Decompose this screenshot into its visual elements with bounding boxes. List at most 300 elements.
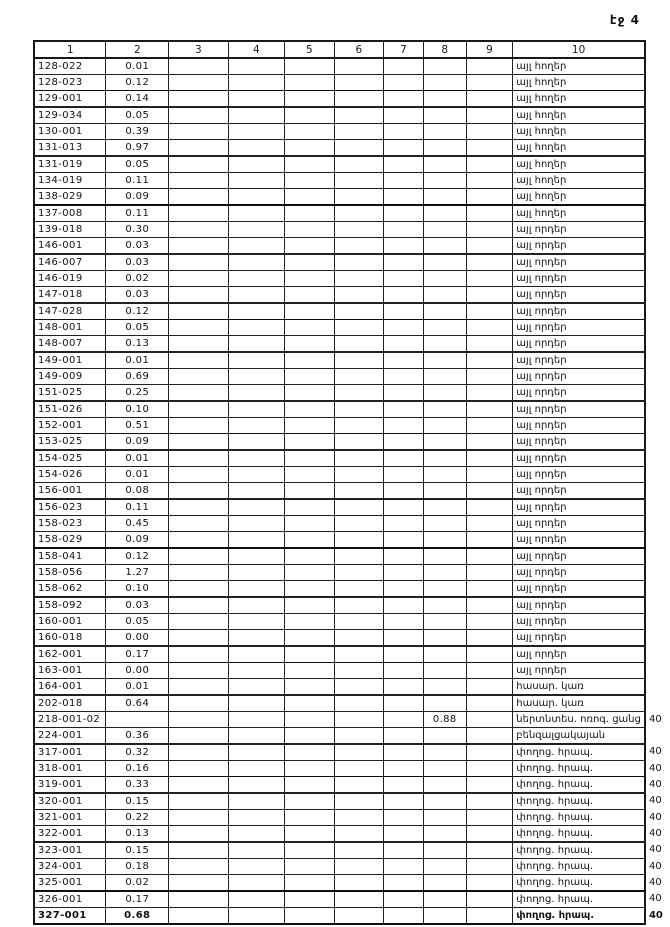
land-use-label-cell: փողոց. հրապ. (513, 842, 645, 859)
table-row (34, 842, 669, 859)
table-row (34, 418, 669, 434)
margin-mark (645, 565, 669, 581)
value-cell-col-7 (384, 728, 424, 745)
table-row (34, 793, 669, 810)
table-row (34, 646, 669, 663)
value-cell-col-5 (285, 826, 335, 843)
value-cell-col-6 (334, 712, 384, 728)
margin-mark (645, 679, 669, 696)
value-cell-col-4 (228, 581, 284, 598)
value-cell-col-9 (466, 434, 513, 451)
value-cell-col-3 (169, 450, 228, 467)
value-cell-col-5 (285, 385, 335, 402)
value-cell-col-3 (169, 91, 228, 108)
value-cell-col-6 (334, 842, 384, 859)
margin-mark (645, 222, 669, 238)
value-cell-col-5 (285, 614, 335, 630)
value-cell-col-5 (285, 58, 335, 75)
land-use-label-cell: այլ որդեր (513, 630, 645, 647)
margin-mark (645, 140, 669, 157)
value-cell-col-7 (384, 385, 424, 402)
value-cell-col-8 (423, 369, 466, 385)
value-cell-col-9 (466, 124, 513, 140)
value-cell-col-5 (285, 695, 335, 712)
value-cell-col-6 (334, 483, 384, 500)
value-cell-col-4 (228, 401, 284, 418)
margin-mark: 40 (645, 810, 669, 826)
parcel-code-cell: 149-009 (34, 369, 106, 385)
value-cell-col-4 (228, 287, 284, 304)
value-cell-col-7 (384, 548, 424, 565)
value-cell-col-9 (466, 614, 513, 630)
value-cell-col-5 (285, 663, 335, 679)
land-use-label-cell: այլ որդեր (513, 483, 645, 500)
table-row (34, 679, 669, 696)
value-cell-col-7 (384, 434, 424, 451)
value-cell-col-9 (466, 499, 513, 516)
parcel-code-cell: 151-026 (34, 401, 106, 418)
margin-mark (645, 499, 669, 516)
value-cell-col-6 (334, 646, 384, 663)
table-row (34, 75, 669, 91)
table-row (34, 810, 669, 826)
margin-mark (645, 303, 669, 320)
value-cell-col-7 (384, 124, 424, 140)
value-cell-col-2: 0.01 (106, 467, 169, 483)
table-row (34, 287, 669, 304)
value-cell-col-5 (285, 320, 335, 336)
land-use-label-cell: այլ որդեր (513, 663, 645, 679)
value-cell-col-7 (384, 630, 424, 647)
value-cell-col-7 (384, 499, 424, 516)
value-cell-col-7 (384, 565, 424, 581)
margin-mark (645, 450, 669, 467)
land-use-label-cell: այլ որդեր (513, 418, 645, 434)
value-cell-col-9 (466, 793, 513, 810)
land-use-label-cell: այլ որդեր (513, 352, 645, 369)
parcel-code-cell: 131-013 (34, 140, 106, 157)
parcel-code-cell: 158-056 (34, 565, 106, 581)
margin-mark (645, 189, 669, 206)
parcel-code-cell: 147-028 (34, 303, 106, 320)
value-cell-col-9 (466, 761, 513, 777)
value-cell-col-5 (285, 499, 335, 516)
value-cell-col-4 (228, 107, 284, 124)
value-cell-col-2: 0.03 (106, 287, 169, 304)
parcel-code-cell: 146-001 (34, 238, 106, 255)
value-cell-col-3 (169, 499, 228, 516)
value-cell-col-5 (285, 189, 335, 206)
value-cell-col-4 (228, 140, 284, 157)
value-cell-col-4 (228, 303, 284, 320)
margin-mark (645, 369, 669, 385)
table-row (34, 695, 669, 712)
value-cell-col-5 (285, 369, 335, 385)
value-cell-col-8 (423, 434, 466, 451)
parcel-code-cell: 317-001 (34, 744, 106, 761)
table-row (34, 483, 669, 500)
header-margin-spacer (645, 41, 669, 58)
value-cell-col-4 (228, 320, 284, 336)
value-cell-col-9 (466, 891, 513, 908)
value-cell-col-3 (169, 548, 228, 565)
margin-mark (645, 695, 669, 712)
value-cell-col-3 (169, 140, 228, 157)
value-cell-col-5 (285, 646, 335, 663)
table-row (34, 908, 669, 925)
value-cell-col-3 (169, 630, 228, 647)
value-cell-col-5 (285, 728, 335, 745)
value-cell-col-3 (169, 58, 228, 75)
value-cell-col-6 (334, 891, 384, 908)
value-cell-col-5 (285, 744, 335, 761)
value-cell-col-8 (423, 91, 466, 108)
table-row (34, 499, 669, 516)
value-cell-col-6 (334, 532, 384, 549)
value-cell-col-4 (228, 499, 284, 516)
parcel-code-cell: 164-001 (34, 679, 106, 696)
land-use-label-cell: փողոց. հրապ. (513, 744, 645, 761)
parcel-code-cell: 146-007 (34, 254, 106, 271)
land-use-label-cell: այլ հողեր (513, 189, 645, 206)
land-use-label-cell: այլ որդեր (513, 467, 645, 483)
value-cell-col-7 (384, 75, 424, 91)
value-cell-col-2: 0.18 (106, 859, 169, 875)
value-cell-col-2: 0.14 (106, 91, 169, 108)
value-cell-col-8 (423, 75, 466, 91)
value-cell-col-4 (228, 450, 284, 467)
parcel-code-cell: 325-001 (34, 875, 106, 892)
value-cell-col-2: 0.08 (106, 483, 169, 500)
land-use-label-cell: ներտնտես. ոռոգ. ցանց (513, 712, 645, 728)
value-cell-col-9 (466, 483, 513, 500)
value-cell-col-4 (228, 744, 284, 761)
table-row (34, 891, 669, 908)
value-cell-col-6 (334, 287, 384, 304)
value-cell-col-3 (169, 859, 228, 875)
parcel-code-cell: 156-001 (34, 483, 106, 500)
value-cell-col-6 (334, 777, 384, 794)
value-cell-col-7 (384, 254, 424, 271)
land-use-label-cell: այլ որդեր (513, 254, 645, 271)
value-cell-col-9 (466, 532, 513, 549)
value-cell-col-6 (334, 124, 384, 140)
value-cell-col-2: 0.16 (106, 761, 169, 777)
value-cell-col-9 (466, 826, 513, 843)
parcel-code-cell: 327-001 (34, 908, 106, 925)
value-cell-col-4 (228, 859, 284, 875)
value-cell-col-8 (423, 597, 466, 614)
value-cell-col-8 (423, 842, 466, 859)
parcel-code-cell: 326-001 (34, 891, 106, 908)
value-cell-col-4 (228, 630, 284, 647)
value-cell-col-4 (228, 891, 284, 908)
value-cell-col-6 (334, 548, 384, 565)
value-cell-col-8 (423, 483, 466, 500)
value-cell-col-3 (169, 483, 228, 500)
table-row (34, 434, 669, 451)
value-cell-col-4 (228, 205, 284, 222)
value-cell-col-9 (466, 303, 513, 320)
header-row (34, 41, 669, 58)
table-row (34, 728, 669, 745)
value-cell-col-8 (423, 908, 466, 925)
margin-mark (645, 614, 669, 630)
value-cell-col-6 (334, 320, 384, 336)
value-cell-col-3 (169, 107, 228, 124)
margin-mark: 40 (645, 793, 669, 810)
value-cell-col-2: 0.17 (106, 891, 169, 908)
value-cell-col-8 (423, 744, 466, 761)
value-cell-col-7 (384, 271, 424, 287)
land-use-label-cell: այլ որդեր (513, 434, 645, 451)
value-cell-col-2: 0.09 (106, 434, 169, 451)
column-header-6: 6 (334, 41, 384, 58)
value-cell-col-5 (285, 140, 335, 157)
value-cell-col-3 (169, 254, 228, 271)
value-cell-col-2: 0.33 (106, 777, 169, 794)
margin-mark: 40 (645, 842, 669, 859)
value-cell-col-3 (169, 75, 228, 91)
value-cell-col-6 (334, 859, 384, 875)
parcel-code-cell: 202-018 (34, 695, 106, 712)
land-use-label-cell: այլ որդեր (513, 401, 645, 418)
value-cell-col-5 (285, 532, 335, 549)
value-cell-col-8 (423, 859, 466, 875)
value-cell-col-9 (466, 565, 513, 581)
parcel-code-cell: 130-001 (34, 124, 106, 140)
land-use-label-cell: այլ հողեր (513, 173, 645, 189)
margin-mark (645, 352, 669, 369)
value-cell-col-5 (285, 287, 335, 304)
value-cell-col-4 (228, 58, 284, 75)
table-row (34, 140, 669, 157)
value-cell-col-2: 0.69 (106, 369, 169, 385)
value-cell-col-2: 0.11 (106, 173, 169, 189)
value-cell-col-9 (466, 842, 513, 859)
value-cell-col-5 (285, 303, 335, 320)
value-cell-col-3 (169, 581, 228, 598)
value-cell-col-8: 0.88 (423, 712, 466, 728)
value-cell-col-4 (228, 75, 284, 91)
table-row (34, 336, 669, 353)
value-cell-col-5 (285, 352, 335, 369)
value-cell-col-6 (334, 434, 384, 451)
value-cell-col-4 (228, 695, 284, 712)
value-cell-col-3 (169, 695, 228, 712)
value-cell-col-7 (384, 842, 424, 859)
land-use-label-cell: փողոց. հրապ. (513, 777, 645, 794)
table-row (34, 663, 669, 679)
value-cell-col-7 (384, 581, 424, 598)
value-cell-col-5 (285, 516, 335, 532)
value-cell-col-2: 1.27 (106, 565, 169, 581)
value-cell-col-2: 0.13 (106, 826, 169, 843)
land-use-label-cell: այլ որդեր (513, 614, 645, 630)
value-cell-col-9 (466, 320, 513, 336)
column-header-8: 8 (423, 41, 466, 58)
value-cell-col-2: 0.05 (106, 320, 169, 336)
margin-mark (645, 401, 669, 418)
value-cell-col-8 (423, 173, 466, 189)
value-cell-col-4 (228, 516, 284, 532)
value-cell-col-5 (285, 842, 335, 859)
value-cell-col-7 (384, 173, 424, 189)
value-cell-col-3 (169, 287, 228, 304)
value-cell-col-4 (228, 646, 284, 663)
land-use-label-cell: փողոց. հրապ. (513, 793, 645, 810)
value-cell-col-5 (285, 156, 335, 173)
value-cell-col-2: 0.02 (106, 271, 169, 287)
value-cell-col-6 (334, 303, 384, 320)
column-header-2: 2 (106, 41, 169, 58)
value-cell-col-7 (384, 679, 424, 696)
parcel-code-cell: 138-029 (34, 189, 106, 206)
value-cell-col-9 (466, 810, 513, 826)
value-cell-col-6 (334, 810, 384, 826)
value-cell-col-6 (334, 205, 384, 222)
value-cell-col-3 (169, 777, 228, 794)
value-cell-col-2: 0.12 (106, 75, 169, 91)
value-cell-col-9 (466, 875, 513, 892)
value-cell-col-2: 0.11 (106, 205, 169, 222)
value-cell-col-5 (285, 418, 335, 434)
parcel-code-cell: 148-007 (34, 336, 106, 353)
land-use-label-cell: այլ որդեր (513, 336, 645, 353)
value-cell-col-6 (334, 189, 384, 206)
value-cell-col-6 (334, 499, 384, 516)
value-cell-col-8 (423, 303, 466, 320)
value-cell-col-7 (384, 401, 424, 418)
land-use-label-cell: այլ հողեր (513, 58, 645, 75)
value-cell-col-7 (384, 663, 424, 679)
land-use-label-cell: այլ հողեր (513, 75, 645, 91)
table-row (34, 761, 669, 777)
value-cell-col-9 (466, 728, 513, 745)
value-cell-col-9 (466, 205, 513, 222)
value-cell-col-6 (334, 271, 384, 287)
value-cell-col-6 (334, 908, 384, 925)
margin-mark: 40 (645, 859, 669, 875)
land-use-label-cell: հասար. կառ (513, 679, 645, 696)
value-cell-col-5 (285, 467, 335, 483)
value-cell-col-4 (228, 385, 284, 402)
value-cell-col-6 (334, 156, 384, 173)
value-cell-col-8 (423, 581, 466, 598)
value-cell-col-7 (384, 91, 424, 108)
value-cell-col-2: 0.45 (106, 516, 169, 532)
value-cell-col-3 (169, 401, 228, 418)
value-cell-col-7 (384, 891, 424, 908)
value-cell-col-8 (423, 777, 466, 794)
margin-mark (645, 630, 669, 647)
value-cell-col-5 (285, 891, 335, 908)
parcel-code-cell: 154-026 (34, 467, 106, 483)
value-cell-col-8 (423, 565, 466, 581)
margin-mark: 40 (645, 908, 669, 925)
parcel-code-cell: 321-001 (34, 810, 106, 826)
value-cell-col-2: 0.01 (106, 450, 169, 467)
page-number: էջ 4 (609, 13, 640, 27)
table-row (34, 581, 669, 598)
value-cell-col-6 (334, 91, 384, 108)
value-cell-col-9 (466, 450, 513, 467)
land-use-label-cell: փողոց. հրապ. (513, 908, 645, 925)
value-cell-col-8 (423, 679, 466, 696)
value-cell-col-3 (169, 565, 228, 581)
value-cell-col-5 (285, 875, 335, 892)
column-header-1: 1 (34, 41, 106, 58)
value-cell-col-5 (285, 548, 335, 565)
value-cell-col-9 (466, 173, 513, 189)
table-row (34, 91, 669, 108)
value-cell-col-4 (228, 238, 284, 255)
value-cell-col-5 (285, 238, 335, 255)
parcel-code-cell: 128-023 (34, 75, 106, 91)
table-row (34, 124, 669, 140)
land-use-label-cell: փողոց. հրապ. (513, 826, 645, 843)
value-cell-col-2: 0.03 (106, 597, 169, 614)
value-cell-col-8 (423, 826, 466, 843)
margin-mark: 40 (645, 712, 669, 728)
value-cell-col-4 (228, 467, 284, 483)
value-cell-col-6 (334, 107, 384, 124)
margin-mark (645, 254, 669, 271)
value-cell-col-7 (384, 908, 424, 925)
value-cell-col-7 (384, 483, 424, 500)
margin-mark: 40 (645, 875, 669, 892)
value-cell-col-7 (384, 156, 424, 173)
value-cell-col-4 (228, 679, 284, 696)
value-cell-col-2: 0.00 (106, 630, 169, 647)
land-use-label-cell: այլ որդեր (513, 320, 645, 336)
value-cell-col-9 (466, 156, 513, 173)
value-cell-col-8 (423, 254, 466, 271)
margin-mark (645, 124, 669, 140)
value-cell-col-4 (228, 222, 284, 238)
parcel-code-cell: 154-025 (34, 450, 106, 467)
margin-mark (645, 728, 669, 745)
value-cell-col-9 (466, 222, 513, 238)
value-cell-col-2: 0.36 (106, 728, 169, 745)
land-use-label-cell: այլ որդեր (513, 238, 645, 255)
parcel-code-cell: 139-018 (34, 222, 106, 238)
parcel-code-cell: 324-001 (34, 859, 106, 875)
value-cell-col-2: 0.05 (106, 614, 169, 630)
parcel-code-cell: 158-062 (34, 581, 106, 598)
parcel-code-cell: 162-001 (34, 646, 106, 663)
value-cell-col-5 (285, 173, 335, 189)
value-cell-col-2: 0.15 (106, 793, 169, 810)
value-cell-col-4 (228, 189, 284, 206)
parcel-code-cell: 322-001 (34, 826, 106, 843)
value-cell-col-4 (228, 761, 284, 777)
value-cell-col-7 (384, 369, 424, 385)
data-table (33, 40, 670, 925)
value-cell-col-7 (384, 744, 424, 761)
value-cell-col-9 (466, 695, 513, 712)
value-cell-col-4 (228, 777, 284, 794)
table-row (34, 597, 669, 614)
parcel-code-cell: 129-001 (34, 91, 106, 108)
parcel-code-cell: 152-001 (34, 418, 106, 434)
value-cell-col-2: 0.03 (106, 238, 169, 255)
value-cell-col-9 (466, 744, 513, 761)
value-cell-col-8 (423, 663, 466, 679)
parcel-code-cell: 129-034 (34, 107, 106, 124)
value-cell-col-5 (285, 712, 335, 728)
value-cell-col-3 (169, 646, 228, 663)
